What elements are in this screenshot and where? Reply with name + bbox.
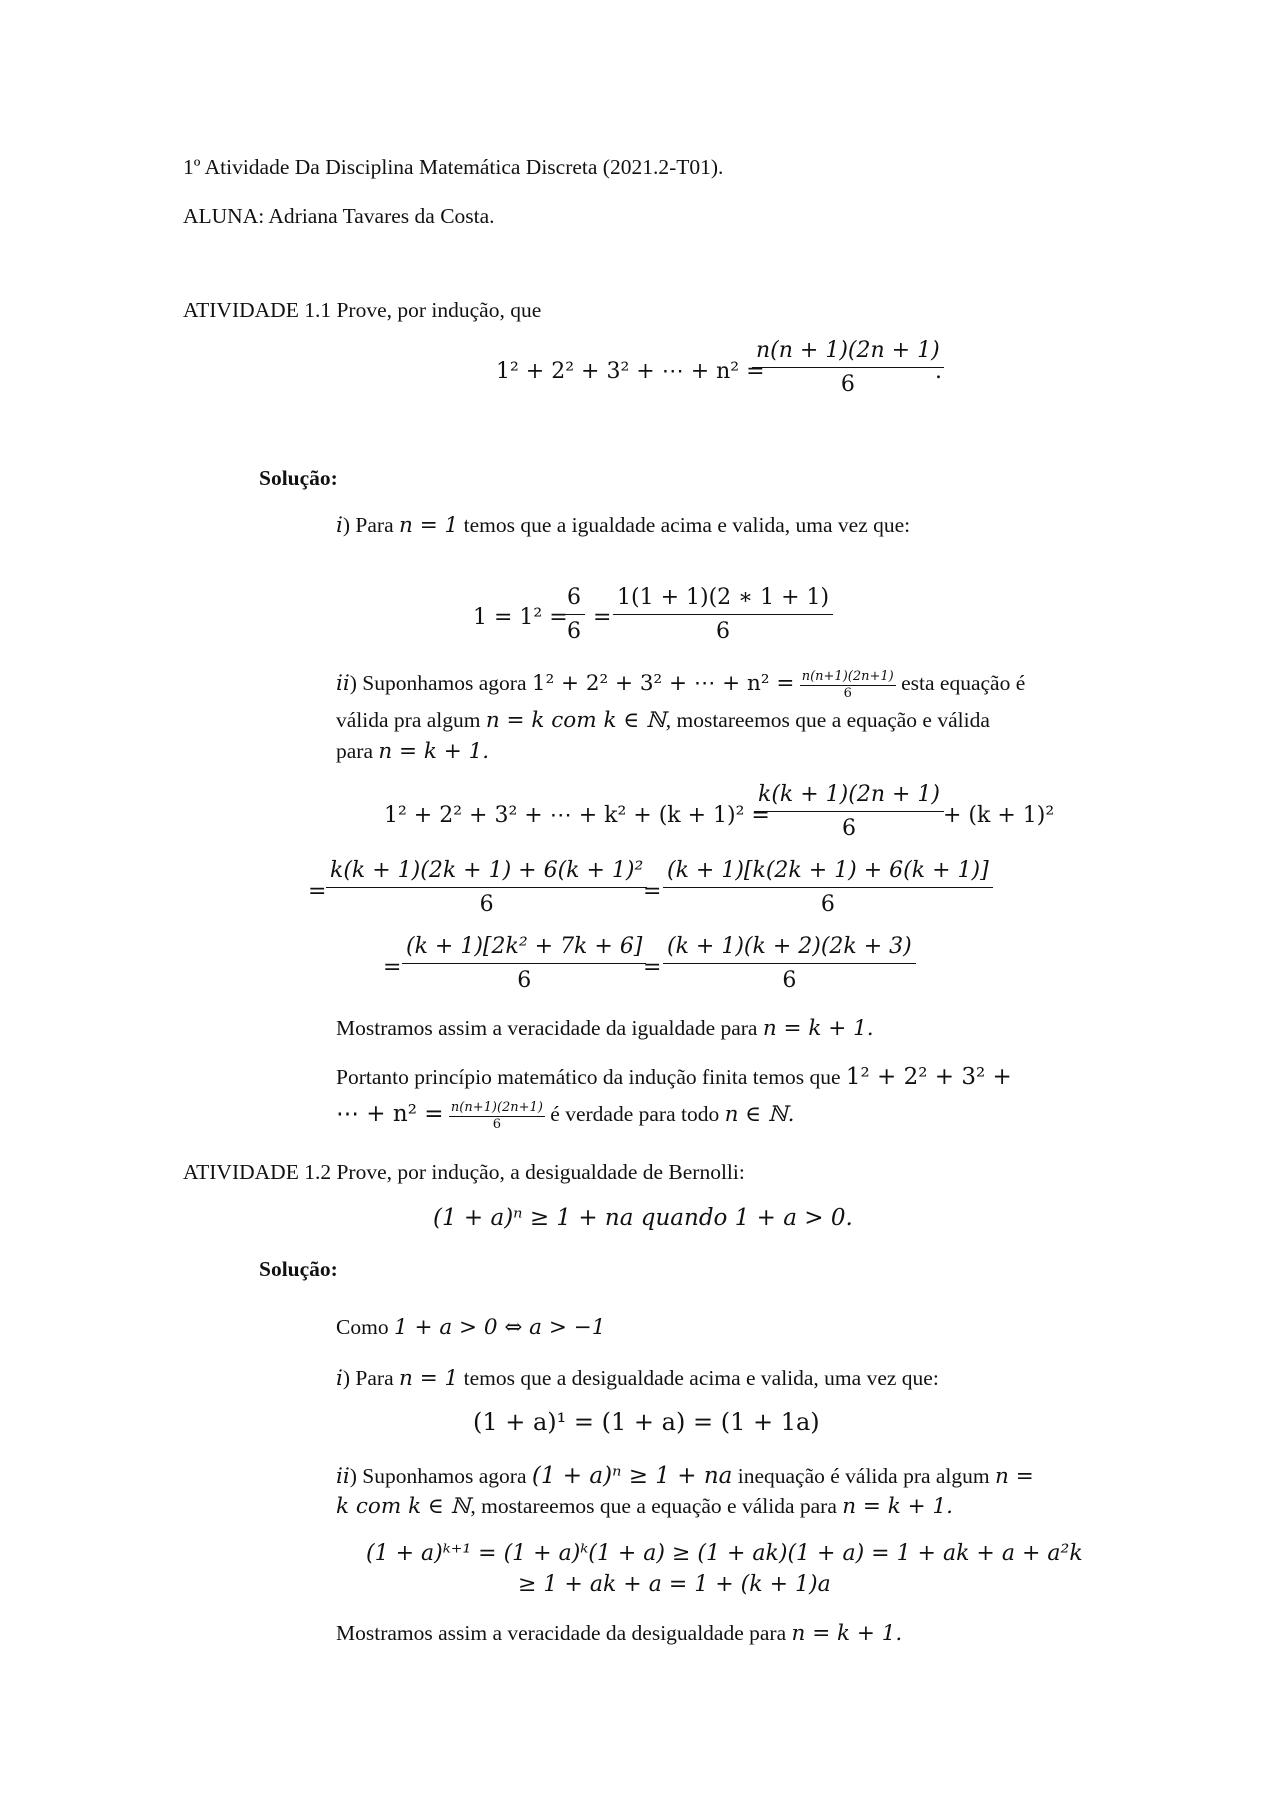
conclusion-eq: n = k + 1. <box>762 1016 874 1041</box>
step-ii-rest: esta equação é <box>901 670 1026 695</box>
activity-2-induction-line2: ≥ 1 + ak + a = 1 + (k + 1)a <box>518 1572 831 1597</box>
fraction-numerator: (k + 1)[2k² + 7k + 6] <box>402 934 646 964</box>
fraction-denominator: 6 <box>840 372 855 397</box>
final-text-2: é verdade para todo <box>550 1101 720 1126</box>
final-eq-3: n ∈ ℕ. <box>724 1101 795 1127</box>
fraction-denominator: 6 <box>820 892 835 917</box>
fraction-denominator: 6 <box>842 816 856 841</box>
step-ii-line2-rest: , mostareemos que a equação e válida <box>665 708 990 732</box>
final-fraction <box>449 1100 545 1132</box>
fraction-numerator: (k + 1)[k(2k + 1) + 6(k + 1)] <box>663 858 993 888</box>
step-i-prefix: i <box>336 1366 343 1391</box>
fraction-numerator: n(n+1)(2n+1) <box>450 1100 543 1115</box>
induction-eq-3-fraction-1 <box>402 934 646 993</box>
activity-2-conclusion <box>336 1620 902 1647</box>
step-ii-fraction <box>800 669 896 701</box>
step-ii-text: ) Suponhamos agora <box>349 1464 527 1488</box>
step-i-text: ) Para <box>342 1366 394 1390</box>
solution-label-2: Solução: <box>259 1257 338 1281</box>
fraction-numerator: k(k + 1)(2n + 1) <box>754 782 944 812</box>
step-ii-line3-text: para <box>336 739 373 763</box>
step-ii-line2-eq: n = k com k ∈ ℕ <box>485 708 666 733</box>
step-ii-rest: inequação é válida pra algum <box>737 1464 990 1488</box>
induction-eq-1-right: + (k + 1)² <box>943 803 1055 828</box>
final-eq-1: 1² + 2² + 3² + <box>845 1064 1012 1090</box>
activity-1-final-line2 <box>336 1100 795 1132</box>
fraction-numerator: n(n + 1)(2n + 1) <box>752 338 944 368</box>
step-ii-text: ) Suponhamos agora <box>349 670 527 695</box>
fraction-denominator: 6 <box>843 686 852 701</box>
step-ii-line2-text: válida pra algum <box>336 708 481 732</box>
activity-1-step-ii-line1 <box>336 669 1025 701</box>
step-ii-eq2: n = <box>995 1464 1034 1489</box>
equals-sign: = <box>593 605 612 630</box>
fraction-numerator: n(n+1)(2n+1) <box>801 669 894 684</box>
induction-eq-3-fraction-2 <box>663 934 916 993</box>
activity-1-main-eq-fraction <box>752 338 944 397</box>
step-i-prefix: i <box>336 513 343 538</box>
induction-eq-2-equals: = <box>308 879 327 904</box>
fraction-numerator: (k + 1)(k + 2)(2k + 3) <box>663 934 916 964</box>
solution-label-1: Solução: <box>259 466 338 490</box>
step-ii-equation: 1² + 2² + 3² + ⋯ + n² = <box>531 670 795 696</box>
activity-2-step-i <box>336 1365 939 1392</box>
fraction-numerator: k(k + 1)(2k + 1) + 6(k + 1)² <box>326 858 647 888</box>
fraction-denominator: 6 <box>567 619 581 644</box>
step-ii-prefix: ii <box>336 670 350 696</box>
conclusion-text: Mostramos assim a veracidade da igualdade para <box>336 1016 758 1040</box>
fraction-numerator: 6 <box>563 585 585 615</box>
activity-2-base-eq: (1 + a)¹ = (1 + a) = (1 + 1a) <box>473 1408 820 1436</box>
fraction-numerator: 1(1 + 1)(2 ∗ 1 + 1) <box>613 585 833 615</box>
fraction-denominator: 6 <box>782 968 797 993</box>
step-ii-line2-text: , mostareemos que a equação e válida para <box>470 1494 837 1518</box>
induction-eq-2-mid: = <box>643 879 662 904</box>
fraction-denominator: 6 <box>517 968 532 993</box>
base-fraction-2 <box>613 585 833 644</box>
activity-2-inequality: (1 + a)ⁿ ≥ 1 + na quando 1 + a > 0. <box>433 1205 853 1231</box>
activity-2-step-ii-line2 <box>336 1493 953 1520</box>
student-name: ALUNA: Adriana Tavares da Costa. <box>183 204 495 228</box>
base-fraction-1 <box>563 585 585 644</box>
step-i-rest: temos que a desigualdade acima e valida, uma vez que: <box>463 1366 939 1390</box>
activity-1-step-ii-line2 <box>336 707 990 734</box>
induction-eq-1-fraction <box>754 782 944 841</box>
step-i-condition: n = 1 <box>399 1366 459 1391</box>
fraction-denominator: 6 <box>716 619 731 644</box>
document-title: 1º Atividade Da Disciplina Matemática Discreta (2021.2-T01). <box>183 155 724 179</box>
fraction-denominator: 6 <box>492 1117 502 1132</box>
fraction-denominator: 6 <box>479 892 494 917</box>
induction-eq-3-mid: = <box>643 955 662 980</box>
final-text: Portanto princípio matemático da indução finita temos que <box>336 1065 841 1089</box>
step-ii-line2-eq: k com k ∈ ℕ <box>336 1494 471 1519</box>
step-ii-line3-eq: n = k + 1. <box>378 739 490 764</box>
step-i-text: ) Para <box>342 513 394 537</box>
activity-1-step-ii-line3 <box>336 738 489 765</box>
como-eq: 1 + a > 0 ⇔ a > −1 <box>393 1315 606 1340</box>
step-i-condition: n = 1 <box>399 513 459 538</box>
conclusion-eq: n = k + 1. <box>791 1621 903 1646</box>
activity-2-statement: ATIVIDADE 1.2 Prove, por indução, a desigualdade de Bernolli: <box>183 1160 745 1184</box>
conclusion-text: Mostramos assim a veracidade da desigualdade para <box>336 1621 787 1645</box>
activity-1-main-eq-left: 1² + 2² + 3² + ⋯ + n² = <box>496 359 765 384</box>
period: . <box>935 359 942 384</box>
induction-eq-1-left: 1² + 2² + 3² + ⋯ + k² + (k + 1)² = <box>384 803 770 828</box>
activity-1-step-i <box>336 512 910 539</box>
activity-1-statement: ATIVIDADE 1.1 Prove, por indução, que <box>183 298 542 322</box>
step-ii-prefix: ii <box>336 1464 350 1489</box>
activity-1-conclusion <box>336 1015 874 1042</box>
final-eq-2: ⋯ + n² = <box>336 1100 444 1127</box>
induction-eq-2-fraction-1 <box>326 858 647 917</box>
activity-2-induction-line1: (1 + a)ᵏ⁺¹ = (1 + a)ᵏ(1 + a) ≥ (1 + ak)(1 + a) = 1 + ak + a + a²k <box>366 1541 1083 1566</box>
activity-1-final-line1 <box>336 1064 1012 1090</box>
induction-eq-3-equals: = <box>383 955 402 980</box>
step-ii-inequality: (1 + a)ⁿ ≥ 1 + na <box>531 1463 733 1489</box>
como-text: Como <box>336 1315 389 1339</box>
step-i-rest: temos que a igualdade acima e valida, uma vez que: <box>463 513 911 537</box>
step-ii-line2-eq2: n = k + 1. <box>842 1494 954 1519</box>
induction-eq-2-fraction-2 <box>663 858 993 917</box>
activity-2-step-ii-line1 <box>336 1463 1034 1490</box>
activity-2-como <box>336 1314 605 1341</box>
base-eq-left: 1 = 1² = <box>473 605 568 630</box>
